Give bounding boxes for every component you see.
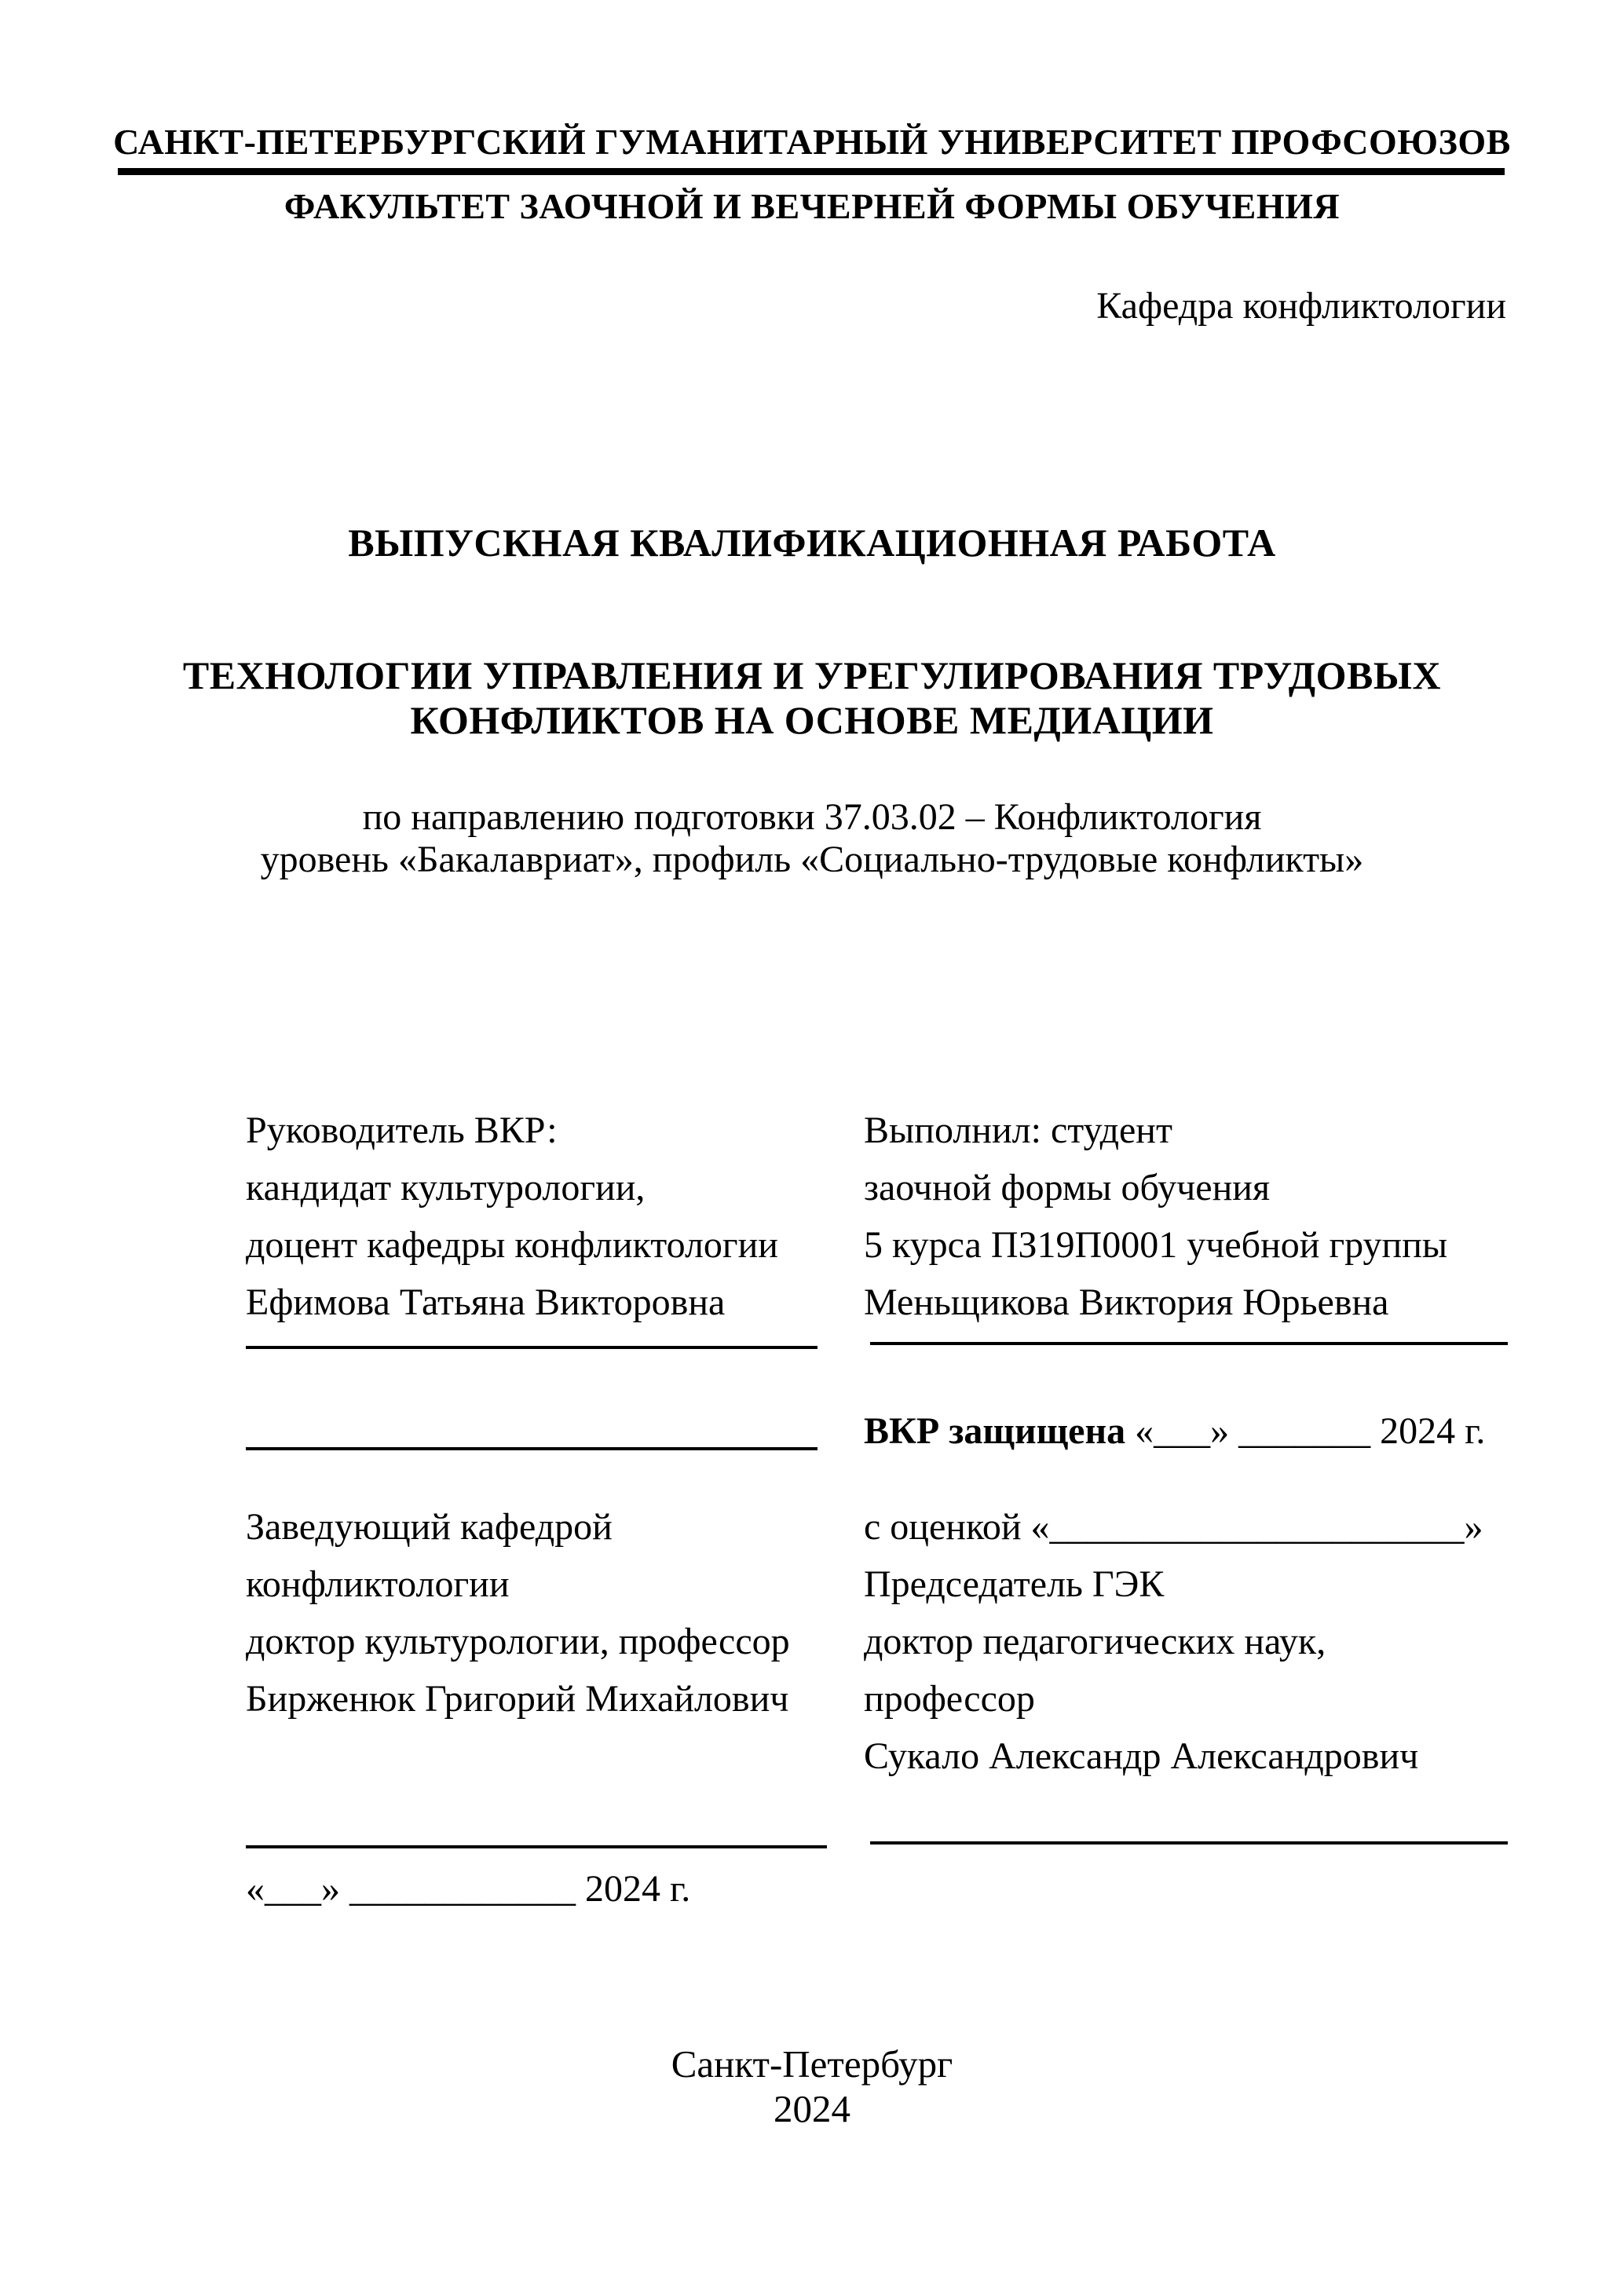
- supervisor-name: Ефимова Татьяна Викторовна: [246, 1281, 726, 1323]
- thesis-title-line1: ТЕХНОЛОГИИ УПРАВЛЕНИЯ И УРЕГУЛИРОВАНИЯ ТРУДОВЫХ: [182, 653, 1442, 697]
- student-group: 5 курса ПЗ19П0001 учебной группы: [864, 1224, 1448, 1266]
- supervisor-block: [246, 1102, 778, 1331]
- faculty-name: ФАКУЛЬТЕТ ЗАОЧНОЙ И ВЕЧЕРНЕЙ ФОРМЫ ОБУЧЕНИЯ: [283, 186, 1341, 226]
- department-head-title2: конфликтологии: [246, 1563, 510, 1605]
- gek-chair-title: Председатель ГЭК: [864, 1563, 1165, 1605]
- gek-chair-degree: доктор педагогических наук,: [864, 1621, 1326, 1662]
- student-name: Меньщикова Виктория Юрьевна: [864, 1281, 1389, 1323]
- department-head-date-blank: «___» ____________ 2024 г.: [246, 1868, 691, 1910]
- program-direction: по направлению подготовки 37.03.02 – Конфликтология: [362, 796, 1262, 838]
- gek-chair-name: Сукало Александр Александрович: [864, 1735, 1419, 1777]
- student-label: Выполнил: студент: [864, 1110, 1172, 1151]
- defense-date-blank: «___» _______ 2024 г.: [1135, 1410, 1486, 1452]
- program-level-profile: уровень «Бакалавриат», профиль «Социально-трудовые конфликты»: [260, 839, 1364, 880]
- thesis-title: [0, 653, 1624, 743]
- department-head-title1: Заведующий кафедрой: [246, 1506, 613, 1548]
- gek-chair-block: [864, 1498, 1483, 1785]
- supervisor-date-line: [246, 1447, 817, 1450]
- defense-label: ВКР защищена: [864, 1410, 1126, 1452]
- department-head-block: [246, 1498, 790, 1727]
- thesis-title-line2: КОНФЛИКТОВ НА ОСНОВЕ МЕДИАЦИИ: [410, 698, 1214, 742]
- department-head-signature-line: [246, 1845, 827, 1848]
- defense-date-line: [864, 1409, 1485, 1453]
- work-type-heading: ВЫПУСКНАЯ КВАЛИФИКАЦИОННАЯ РАБОТА: [348, 521, 1276, 565]
- footer: [0, 2042, 1624, 2131]
- student-block: [864, 1102, 1447, 1331]
- footer-year: 2024: [774, 2087, 850, 2130]
- department-head-degree: доктор культурологии, профессор: [246, 1621, 790, 1662]
- grade-blank-line: с оценкой «______________________»: [864, 1506, 1483, 1548]
- university-name: САНКТ-ПЕТЕРБУРГСКИЙ ГУМАНИТАРНЫЙ УНИВЕРСИТЕТ ПРОФСОЮЗОВ: [113, 122, 1511, 162]
- supervisor-signature-line: [246, 1346, 817, 1349]
- gek-chair-signature-line: [870, 1841, 1508, 1844]
- supervisor-position: доцент кафедры конфликтологии: [246, 1224, 778, 1266]
- student-study-form: заочной формы обучения: [864, 1167, 1271, 1208]
- program-block: [0, 796, 1624, 881]
- student-signature-line: [870, 1342, 1508, 1345]
- supervisor-degree: кандидат культурологии,: [246, 1167, 646, 1208]
- department-head-name: Бирженюк Григорий Михайлович: [246, 1678, 789, 1720]
- footer-city: Санкт-Петербург: [671, 2042, 953, 2086]
- header-rule: [118, 168, 1505, 175]
- supervisor-label: Руководитель ВКР:: [246, 1110, 558, 1151]
- gek-chair-rank: профессор: [864, 1678, 1035, 1720]
- department-name: Кафедра конфликтологии: [1096, 285, 1506, 327]
